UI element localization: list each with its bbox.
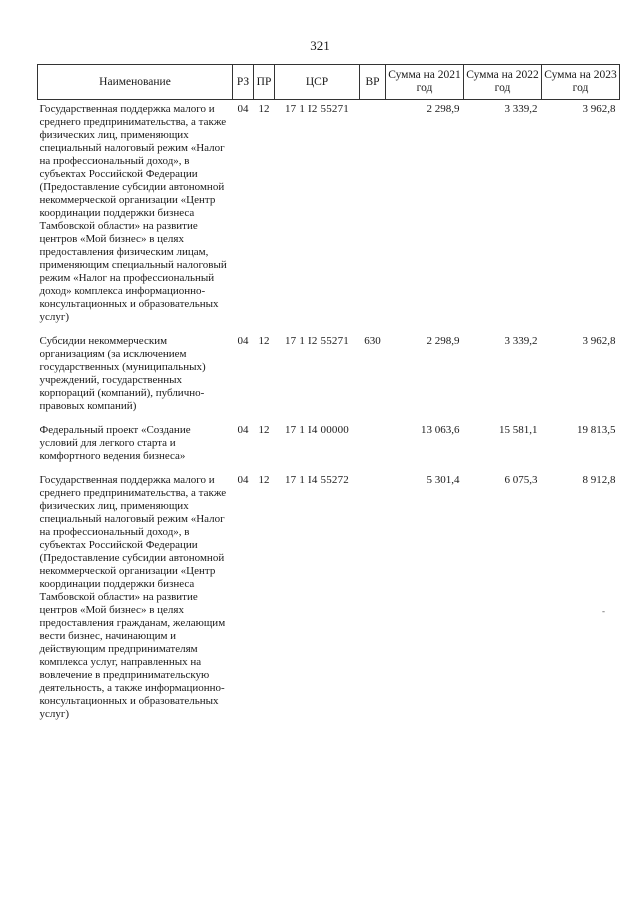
row-csr: 17 1 I2 55271: [284, 103, 349, 115]
header-name: Наименование: [38, 65, 233, 100]
header-vr: ВР: [360, 65, 386, 100]
row-pr: 12: [258, 103, 270, 115]
header-sum-2021: Сумма на 2021 год: [386, 65, 464, 100]
row-rz: 04: [237, 474, 249, 486]
row-rz: 04: [237, 103, 249, 115]
table-row: [38, 471, 620, 729]
row-vr: [360, 100, 386, 333]
header-sum-2023: Сумма на 2023 год: [542, 65, 620, 100]
row-rz: 04: [237, 335, 249, 347]
row-sum-2022: 3 339,2: [504, 103, 538, 115]
row-sum-2022: 6 075,3: [504, 474, 538, 486]
row-name: Государственная поддержка малого и среднего предпринимательства, а также физических лиц, применяющих специальный налоговый режим «Налог на профессиональный доход», в субъектах Российской Федерации (Предоставление субсидии автономной некоммерческой организации «Центр координации поддержки бизнеса Тамбовской области» на развитие центров «Мой бизнес» в целях предоставления гражданам, желающим вести бизнес, начинающим и действующим предпринимателям комплекса услуг, направленных на вовлечение в предпринимательскую деятельность, а также информационно-консультационных и образовательных услуг): [39, 474, 227, 720]
budget-table: [37, 64, 620, 729]
row-vr: [360, 471, 386, 729]
row-pr: 12: [258, 474, 270, 486]
row-sum-2021: 13 063,6: [421, 424, 460, 436]
row-csr: 17 1 I4 00000: [284, 424, 349, 436]
row-name: Государственная поддержка малого и среднего предпринимательства, а также физических лиц, применяющих специальный налоговый режим «Налог на профессиональный доход», в субъектах Российской Федерации (Предоставление субсидии автономной некоммерческой организации «Центр координации поддержки бизнеса Тамбовской области» на развитие центров «Мой бизнес» в целях предоставления физическим лицам, применяющим специальный налоговый режим «Налог на профессиональный доход» комплекса информационно-консультационных и образовательных услуг): [39, 103, 227, 323]
table-header-row: [38, 65, 620, 100]
row-sum-2023: 8 912,8: [582, 474, 616, 486]
row-sum-2021: 2 298,9: [426, 103, 460, 115]
header-sum-2022: Сумма на 2022 год: [464, 65, 542, 100]
margin-mark: -: [602, 606, 605, 616]
row-sum-2021: 2 298,9: [426, 335, 460, 347]
row-sum-2021: 5 301,4: [426, 474, 460, 486]
row-sum-2023: 3 962,8: [582, 103, 616, 115]
row-sum-2023: 3 962,8: [582, 335, 616, 347]
row-vr: [360, 421, 386, 471]
header-rz: РЗ: [233, 65, 254, 100]
row-csr: 17 1 I4 55272: [284, 474, 349, 486]
row-pr: 12: [258, 424, 270, 436]
header-pr: ПР: [254, 65, 275, 100]
page-number: 321: [310, 38, 330, 53]
row-name: Субсидии некоммерческим организациям (за исключением государственных (муниципальных) учреждений, государственных корпораций (компаний), публично-правовых компаний): [39, 335, 206, 412]
row-pr: 12: [258, 335, 270, 347]
table-row: [38, 332, 620, 421]
row-vr: 630: [364, 335, 381, 347]
header-csr: ЦСР: [275, 65, 360, 100]
table-row: [38, 100, 620, 333]
row-rz: 04: [237, 424, 249, 436]
row-sum-2022: 3 339,2: [504, 335, 538, 347]
row-sum-2023: 19 813,5: [577, 424, 616, 436]
table-row: [38, 421, 620, 471]
row-csr: 17 1 I2 55271: [284, 335, 349, 347]
row-sum-2022: 15 581,1: [499, 424, 538, 436]
row-name: Федеральный проект «Создание условий для легкого старта и комфортного ведения бизнеса»: [39, 424, 191, 462]
